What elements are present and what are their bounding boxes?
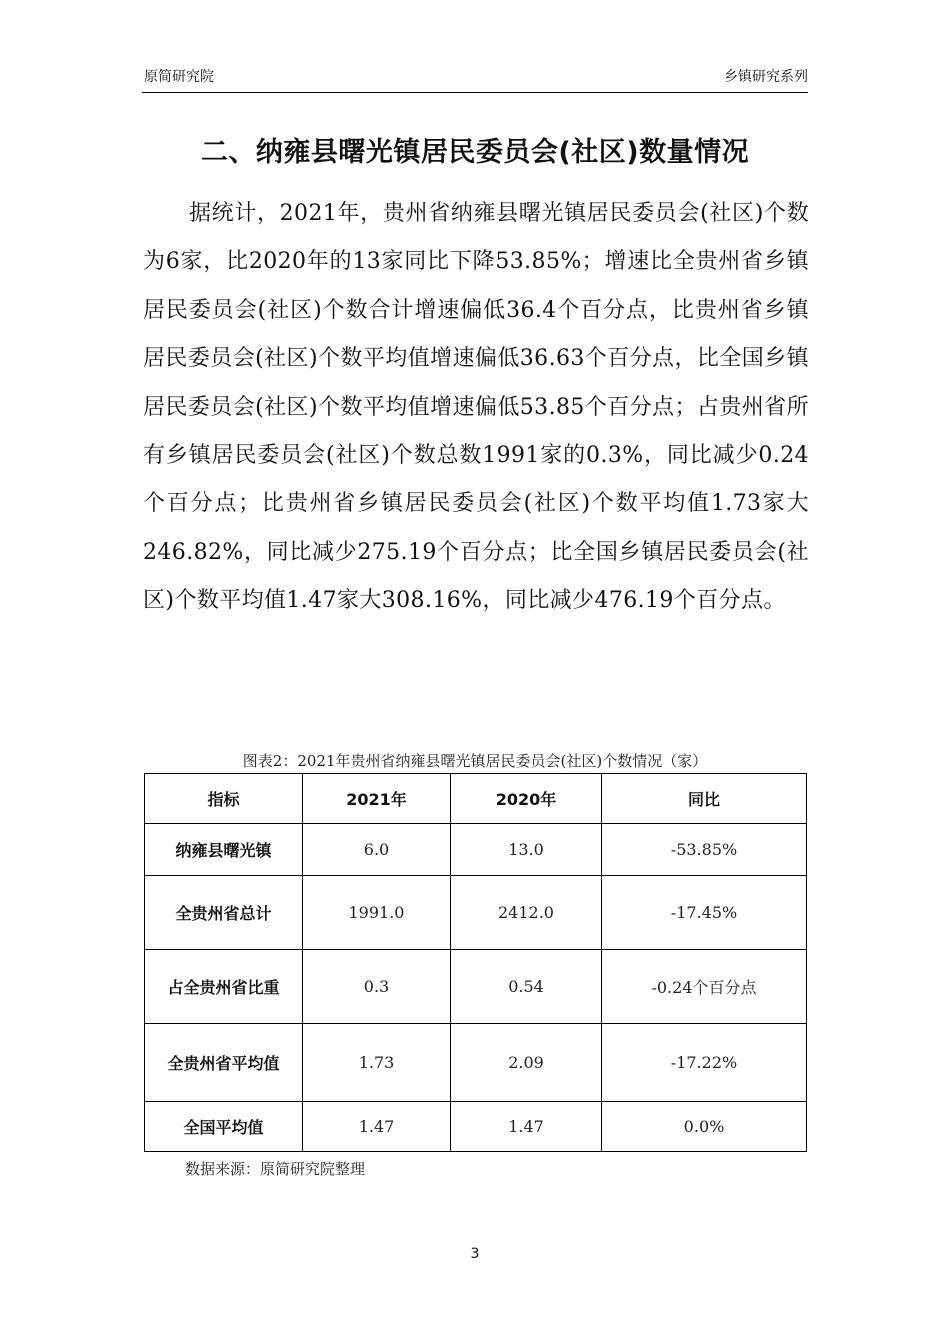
table-header-row (145, 774, 807, 824)
table-row (145, 824, 807, 876)
cell-2021: 1991.0 (303, 876, 451, 950)
table-row (145, 876, 807, 950)
header-org-name: 原简研究院 (144, 69, 214, 85)
row-label: 纳雍县曙光镇 (145, 824, 303, 876)
table-row (145, 1102, 807, 1152)
cell-yoy: -17.22% (602, 1024, 807, 1102)
header-divider (142, 92, 808, 93)
cell-2020: 2412.0 (451, 876, 602, 950)
cell-yoy: -0.24个百分点 (602, 950, 807, 1024)
header-cell-indicator: 指标 (145, 774, 303, 824)
cell-yoy: -17.45% (602, 876, 807, 950)
row-label: 占全贵州省比重 (145, 950, 303, 1024)
body-paragraph: 据统计，2021年，贵州省纳雍县曙光镇居民委员会(社区)个数为6家，比2020年的13家同比下降53.85%；增速比全贵州省乡镇居民委员会(社区)个数合计增速偏低36.4个百分点，比贵州省乡镇居民委员会(社区)个数平均值增速偏低36.63个百分点，比全国乡镇居民委员会(社区)个数平均值增速偏低53.85个百分点；占贵州省所有乡镇居民委员会(社区)个数总数1991家的0.3%，同比减少0.24个百分点；比贵州省乡镇居民委员会(社区)个数平均值1.73家大246.82%，同比减少275.19个百分点；比全国乡镇居民委员会(社区)个数平均值1.47家大308.16%，同比减少476.19个百分点。 (143, 201, 809, 614)
header-cell-2020: 2020年 (451, 774, 602, 824)
row-label: 全国平均值 (145, 1102, 303, 1152)
cell-2021: 6.0 (303, 824, 451, 876)
cell-2020: 2.09 (451, 1024, 602, 1102)
section-title: 二、纳雍县曙光镇居民委员会(社区)数量情况 (200, 137, 750, 168)
row-label: 全贵州省总计 (145, 876, 303, 950)
table-row (145, 950, 807, 1024)
cell-2021: 0.3 (303, 950, 451, 1024)
row-label: 全贵州省平均值 (145, 1024, 303, 1102)
cell-2021: 1.47 (303, 1102, 451, 1152)
data-source-note: 数据来源：原简研究院整理 (185, 1160, 366, 1178)
cell-yoy: 0.0% (602, 1102, 807, 1152)
header-series-name: 乡镇研究系列 (724, 69, 808, 85)
cell-2020: 0.54 (451, 950, 602, 1024)
cell-2020: 1.47 (451, 1102, 602, 1152)
cell-2020: 13.0 (451, 824, 602, 876)
cell-2021: 1.73 (303, 1024, 451, 1102)
cell-yoy: -53.85% (602, 824, 807, 876)
data-table (144, 773, 807, 1152)
header-cell-2021: 2021年 (303, 774, 451, 824)
header-cell-yoy: 同比 (602, 774, 807, 824)
table-caption: 图表2：2021年贵州省纳雍县曙光镇居民委员会(社区)个数情况（家） (242, 752, 708, 770)
page-number: 3 (470, 1246, 480, 1262)
table-row (145, 1024, 807, 1102)
